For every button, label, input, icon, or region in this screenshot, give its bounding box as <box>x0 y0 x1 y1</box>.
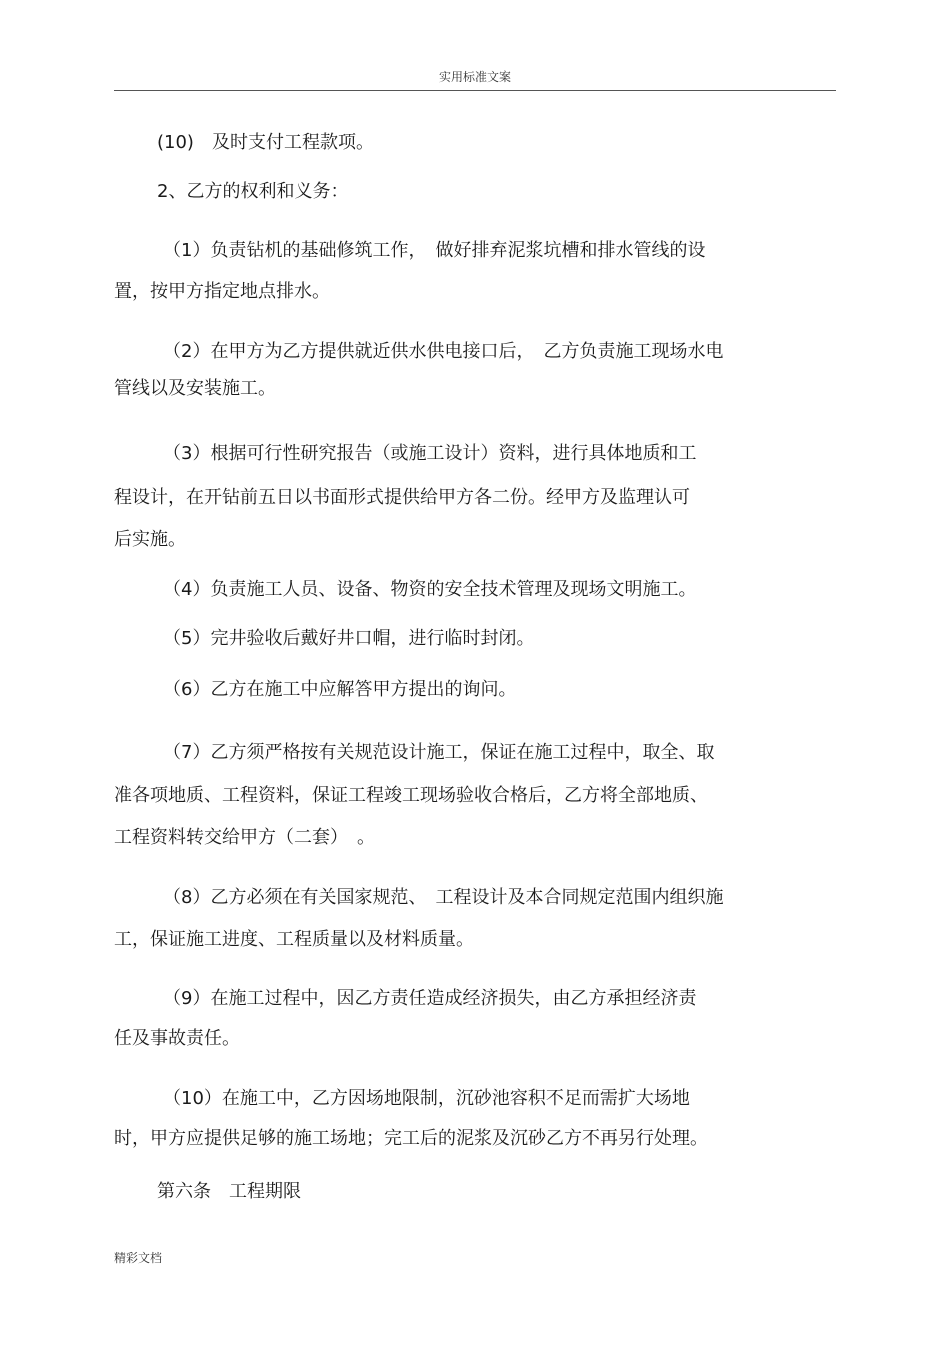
text-line: （7）乙方须严格按有关规范设计施工，保证在施工过程中，取全、取 <box>163 742 715 763</box>
section-heading: 第六条 工程期限 <box>157 1181 301 1202</box>
text-line: 任及事故责任。 <box>114 1028 240 1049</box>
text-line: 2、乙方的权利和义务： <box>157 181 349 202</box>
text-line: （5）完井验收后戴好井口帽，进行临时封闭。 <box>163 628 535 649</box>
text-line: 工，保证施工进度、工程质量以及材料质量。 <box>114 929 474 950</box>
text-line: （2）在甲方为乙方提供就近供水供电接口后， 乙方负责施工现场水电 <box>163 341 724 362</box>
text-line: 时，甲方应提供足够的施工场地；完工后的泥浆及沉砂乙方不再另行处理。 <box>114 1128 708 1149</box>
text-line: 后实施。 <box>114 529 186 550</box>
text-line: （4）负责施工人员、设备、物资的安全技术管理及现场文明施工。 <box>163 579 697 600</box>
text-line: 程设计，在开钻前五日以书面形式提供给甲方各二份。经甲方及监理认可 <box>114 487 690 508</box>
text-line: （9）在施工过程中，因乙方责任造成经济损失，由乙方承担经济责 <box>163 988 697 1009</box>
page-header: 实用标准文案 <box>438 70 511 84</box>
text-line: （1）负责钻机的基础修筑工作， 做好排弃泥浆坑槽和排水管线的设 <box>163 240 706 261</box>
text-line: 准各项地质、工程资料，保证工程竣工现场验收合格后，乙方将全部地质、 <box>114 785 708 806</box>
page-footer: 精彩文档 <box>114 1251 163 1265</box>
text-line: (10) 及时支付工程款项。 <box>157 132 374 153</box>
text-line: 工程资料转交给甲方（二套） 。 <box>114 827 375 848</box>
text-line: （10）在施工中，乙方因场地限制，沉砂池容积不足而需扩大场地 <box>163 1088 690 1109</box>
text-line: 置，按甲方指定地点排水。 <box>114 281 330 302</box>
text-line: （6）乙方在施工中应解答甲方提出的询问。 <box>163 679 517 700</box>
header-divider <box>114 90 836 91</box>
text-line: （8）乙方必须在有关国家规范、 工程设计及本合同规定范围内组织施 <box>163 887 724 908</box>
text-line: （3）根据可行性研究报告（或施工设计）资料，进行具体地质和工 <box>163 443 697 464</box>
text-line: 管线以及安装施工。 <box>114 378 276 399</box>
